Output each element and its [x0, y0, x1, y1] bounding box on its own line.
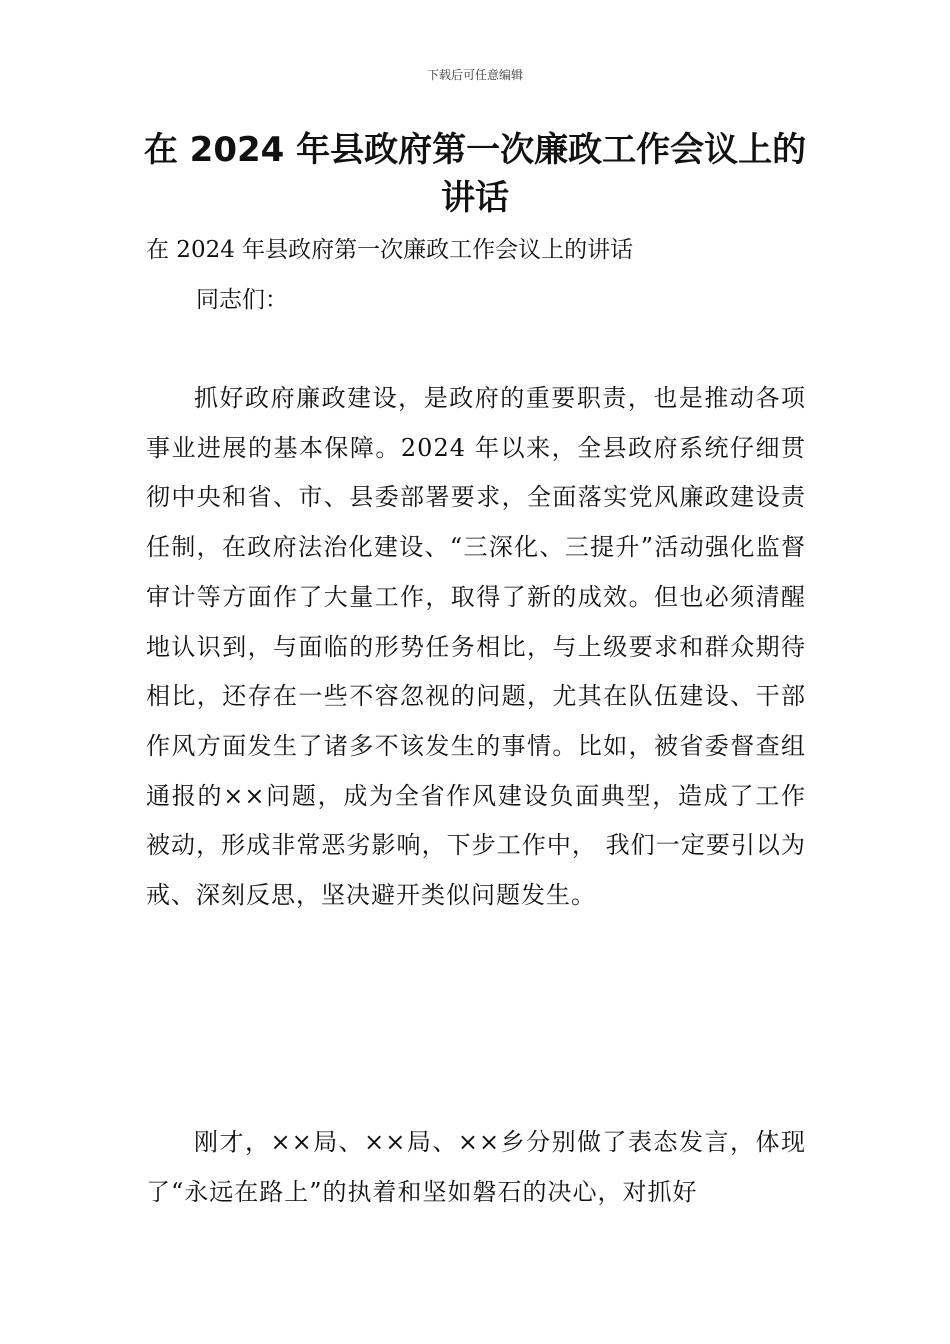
paragraph: 刚才，××局、××局、××乡分别做了表态发言，体现了“永远在路上”的执着和坚如磐石的决心，对抓好 — [146, 1128, 806, 1206]
greeting: 同志们： — [196, 287, 288, 313]
header-note: 下载后可任意编辑 — [426, 68, 523, 82]
document-title: 在 2024 年县政府第一次廉政工作会议上的讲话 — [143, 130, 807, 218]
paragraph: 抓好政府廉政建设，是政府的重要职责，也是推动各项事业进展的基本保障。2024 年以来，全县政府系统仔细贯彻中央和省、市、县委部署要求，全面落实党风廉政建设责任制，在政府法治化建设、“三深化、三提升”活动强化监督审计等方面作了大量工作，取得了新的成效。但也必须清醒地认识到，与面临的形势任务相比，与上级要求和群众期待相比，还存在一些不容忽视的问题，尤其在队伍建设、干部作风方面发生了诸多不该发生的事情。比如，被省委督查组通报的××问题，成为全省作风建设负面典型，造成了工作被动，形成非常恶劣影响，下步工作中， 我们一定要引以为戒、深刻反思，坚决避开类似问题发生。 — [146, 384, 806, 910]
document-subtitle: 在 2024 年县政府第一次廉政工作会议上的讲话 — [146, 237, 634, 263]
